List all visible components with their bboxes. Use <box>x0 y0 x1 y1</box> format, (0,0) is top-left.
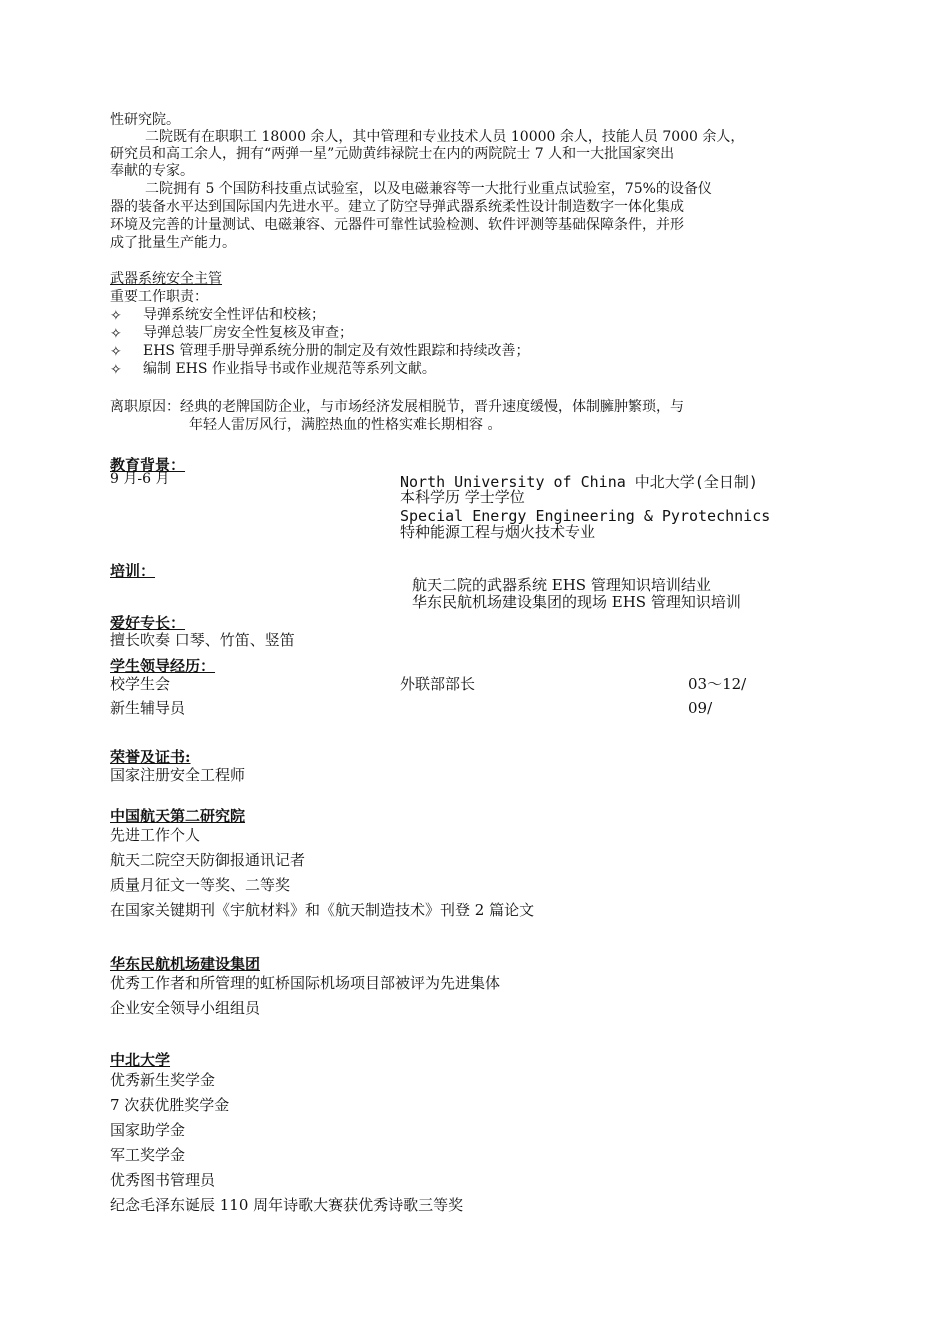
honor-item: 在国家关键期刊《宇航材料》和《航天制造技术》刊登 2 篇论文 <box>110 901 535 919</box>
duty-item: EHS 管理手册导弹系统分册的制定及有效性跟踪和持续改善； <box>143 343 530 359</box>
honor-item: 企业安全领导小组组员 <box>110 999 261 1017</box>
honor-item: 纪念毛泽东诞辰 110 周年诗歌大赛获优秀诗歌三等奖 <box>110 1196 464 1214</box>
intro-paragraph-1-line: 奉献的专家。 <box>110 163 194 179</box>
honor-item: 优秀图书管理员 <box>110 1171 216 1189</box>
leadership-role: 外联部部长 <box>400 675 476 693</box>
education-school: North University of China 中北大学(全日制) <box>400 473 758 491</box>
honor-item: 先进工作个人 <box>110 826 201 844</box>
leadership-date: 03～12/ <box>688 675 747 693</box>
intro-paragraph-2-line: 器的装备水平达到国际国内先进水平。建立了防空导弹武器系统柔性设计制造数字一体化集成 <box>110 199 684 215</box>
honors-cert: 国家注册安全工程师 <box>110 766 246 784</box>
training-header: 培训： <box>110 562 156 580</box>
duties-label: 重要工作职责： <box>110 289 208 305</box>
intro-line: 性研究院。 <box>110 112 180 128</box>
leadership-org: 校学生会 <box>110 675 171 693</box>
hobbies-header: 爱好专长： <box>110 614 186 632</box>
training-item: 华东民航机场建设集团的现场 EHS 管理知识培训 <box>412 593 741 611</box>
diamond-outline-icon: ✧ <box>110 326 122 342</box>
honor-item: 国家助学金 <box>110 1121 186 1139</box>
leave-reason-line: 年轻人雷厉风行，满腔热血的性格实难长期相容 。 <box>189 417 502 433</box>
intro-paragraph-2-line: 环境及完善的计量测试、电磁兼容、元器件可靠性试验检测、软件评测等基础保障条件，并形 <box>110 217 684 233</box>
education-degree: 本科学历 学士学位 <box>400 488 525 506</box>
diamond-outline-icon: ✧ <box>110 308 122 324</box>
education-header: 教育背景： <box>110 456 186 474</box>
education-period: 9 月-6 月 <box>110 471 170 487</box>
intro-paragraph-1-line: 二院既有在职职工 18000 余人，其中管理和专业技术人员 10000 余人，技能人员 7000 余人， <box>145 129 745 145</box>
training-item: 航天二院的武器系统 EHS 管理知识培训结业 <box>412 576 711 594</box>
leadership-org: 新生辅导员 <box>110 699 186 717</box>
duty-item: 导弹总装厂房安全性复核及审查； <box>143 325 353 341</box>
honor-item: 军工奖学金 <box>110 1146 186 1164</box>
role-title: 武器系统安全主管 <box>110 271 222 287</box>
duty-item: 编制 EHS 作业指导书或作业规范等系列文献。 <box>143 361 436 377</box>
honor-group-title: 中国航天第二研究院 <box>110 807 246 825</box>
honor-item: 优秀新生奖学金 <box>110 1071 216 1089</box>
honor-group-title: 华东民航机场建设集团 <box>110 955 261 973</box>
honor-item: 质量月征文一等奖、二等奖 <box>110 876 291 894</box>
honor-item: 航天二院空天防御报通讯记者 <box>110 851 306 869</box>
leadership-date: 09/ <box>688 699 713 717</box>
hobbies-text: 擅长吹奏 口琴、竹笛、竖笛 <box>110 631 295 649</box>
diamond-outline-icon: ✧ <box>110 344 122 360</box>
diamond-outline-icon: ✧ <box>110 362 122 378</box>
leadership-header: 学生领导经历： <box>110 657 216 675</box>
intro-paragraph-2-line: 成了批量生产能力。 <box>110 235 236 251</box>
education-major-en: Special Energy Engineering & Pyrotechnics <box>400 507 771 525</box>
education-major-cn: 特种能源工程与烟火技术专业 <box>400 523 596 541</box>
honor-item: 7 次获优胜奖学金 <box>110 1096 230 1114</box>
honor-group-title: 中北大学 <box>110 1051 171 1069</box>
intro-paragraph-1-line: 研究员和高工余人，拥有“两弹一星”元勋黄纬禄院士在内的两院院士 7 人和一大批国家突出 <box>110 146 675 162</box>
honor-item: 优秀工作者和所管理的虹桥国际机场项目部被评为先进集体 <box>110 974 501 992</box>
leave-reason-line: 离职原因：经典的老牌国防企业，与市场经济发展相脱节，晋升速度缓慢，体制臃肿繁琐，与 <box>110 399 684 415</box>
intro-paragraph-2-line: 二院拥有 5 个国防科技重点试验室，以及电磁兼容等一大批行业重点试验室，75%的设备仪 <box>145 181 712 197</box>
duty-item: 导弹系统安全性评估和校核； <box>143 307 325 323</box>
honors-header: 荣誉及证书: <box>110 748 191 766</box>
